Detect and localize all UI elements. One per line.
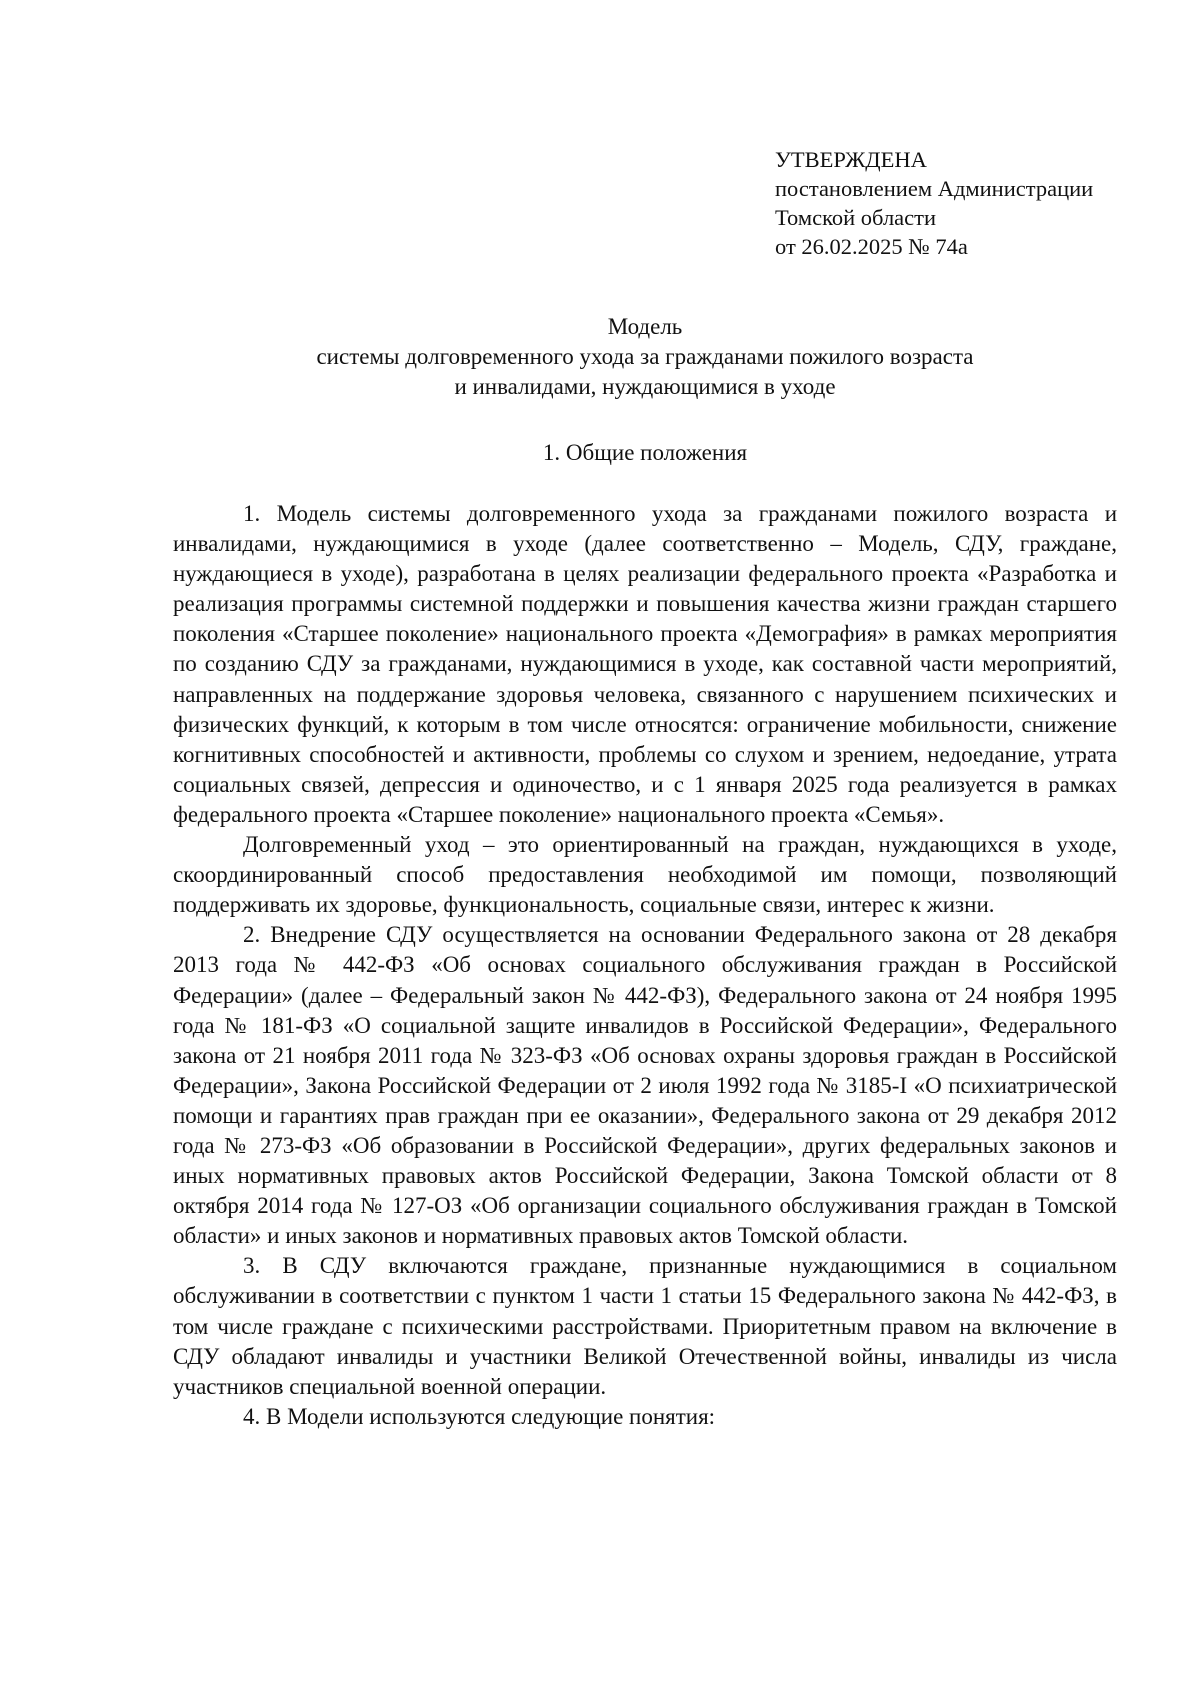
paragraph-4: 3. В СДУ включаются граждане, признанные нуждающимися в социальном обслуживании в соответствии с пунктом 1 части 1 статьи 15 Федерального закона № 442-ФЗ, в том числе граждане с психическими расстройствами. Приоритетным правом на включение в СДУ обладают инвалиды и участники Великой Отечественной войны, инвалиды из числа участников специальной военной операции.: [173, 1253, 1117, 1399]
section-heading: 1. Общие положения: [542, 440, 748, 465]
document-title: [173, 312, 1117, 402]
paragraph-2: Долговременный уход – это ориентированный на граждан, нуждающихся в уходе, скоординированный способ предоставления необходимой им помощи, позволяющий поддерживать их здоровье, функциональность, социальные связи, интерес к жизни.: [173, 832, 1117, 918]
approval-line-2: постановлением Администрации: [775, 176, 1094, 201]
approval-line-1: УТВЕРЖДЕНА: [775, 147, 927, 172]
approval-stamp: [775, 145, 1093, 261]
title-line-2: системы долговременного ухода за гражданами пожилого возраста: [316, 344, 974, 369]
document-body: [173, 499, 1117, 1432]
title-line-3: и инвалидами, нуждающимися в уходе: [454, 374, 836, 399]
title-line-1: Модель: [607, 314, 683, 339]
paragraph-1: 1. Модель системы долговременного ухода за гражданами пожилого возраста и инвалидами, нуждающимися в уходе (далее соответственно – Модель, СДУ, граждане, нуждающиеся в уходе), разработана в целях реализации федерального проекта «Разработка и реализация программы системной поддержки и повышения качества жизни граждан старшего поколения «Старшее поколение» национального проекта «Демография» в рамках мероприятия по созданию СДУ за гражданами, нуждающимися в уходе, как составной части мероприятий, направленных на поддержание здоровья человека, связанного с нарушением психических и физических функций, к которым в том числе относятся: ограничение мобильности, снижение когнитивных способностей и активности, проблемы со слухом и зрением, недоедание, утрата социальных связей, депрессия и одиночество, и с 1 января 2025 года реализуется в рамках федерального проекта «Старшее поколение» национального проекта «Семья».: [173, 501, 1117, 827]
paragraph-3: 2. Внедрение СДУ осуществляется на основании Федерального закона от 28 декабря 2013 года № 442-ФЗ «Об основах социального обслуживания граждан в Российской Федерации» (далее – Федеральный закон № 442-ФЗ), Федерального закона от 24 ноября 1995 года № 181-ФЗ «О социальной защите инвалидов в Российской Федерации», Федерального закона от 21 ноября 2011 года № 323-ФЗ «Об основах охраны здоровья граждан в Российской Федерации», Закона Российской Федерации от 2 июля 1992 года № 3185-I «О психиатрической помощи и гарантиях прав граждан при ее оказании», Федерального закона от 29 декабря 2012 года № 273-ФЗ «Об образовании в Российской Федерации», других федеральных законов и иных нормативных правовых актов Российской Федерации, Закона Томской области от 8 октября 2014 года № 127-ОЗ «Об организации социального обслуживания граждан в Томской области» и иных законов и нормативных правовых актов Томской области.: [173, 922, 1117, 1249]
approval-line-3: Томской области: [775, 205, 937, 230]
approval-line-4: от 26.02.2025 № 74а: [775, 234, 968, 259]
paragraph-5: 4. В Модели используются следующие понятия:: [243, 1403, 716, 1429]
